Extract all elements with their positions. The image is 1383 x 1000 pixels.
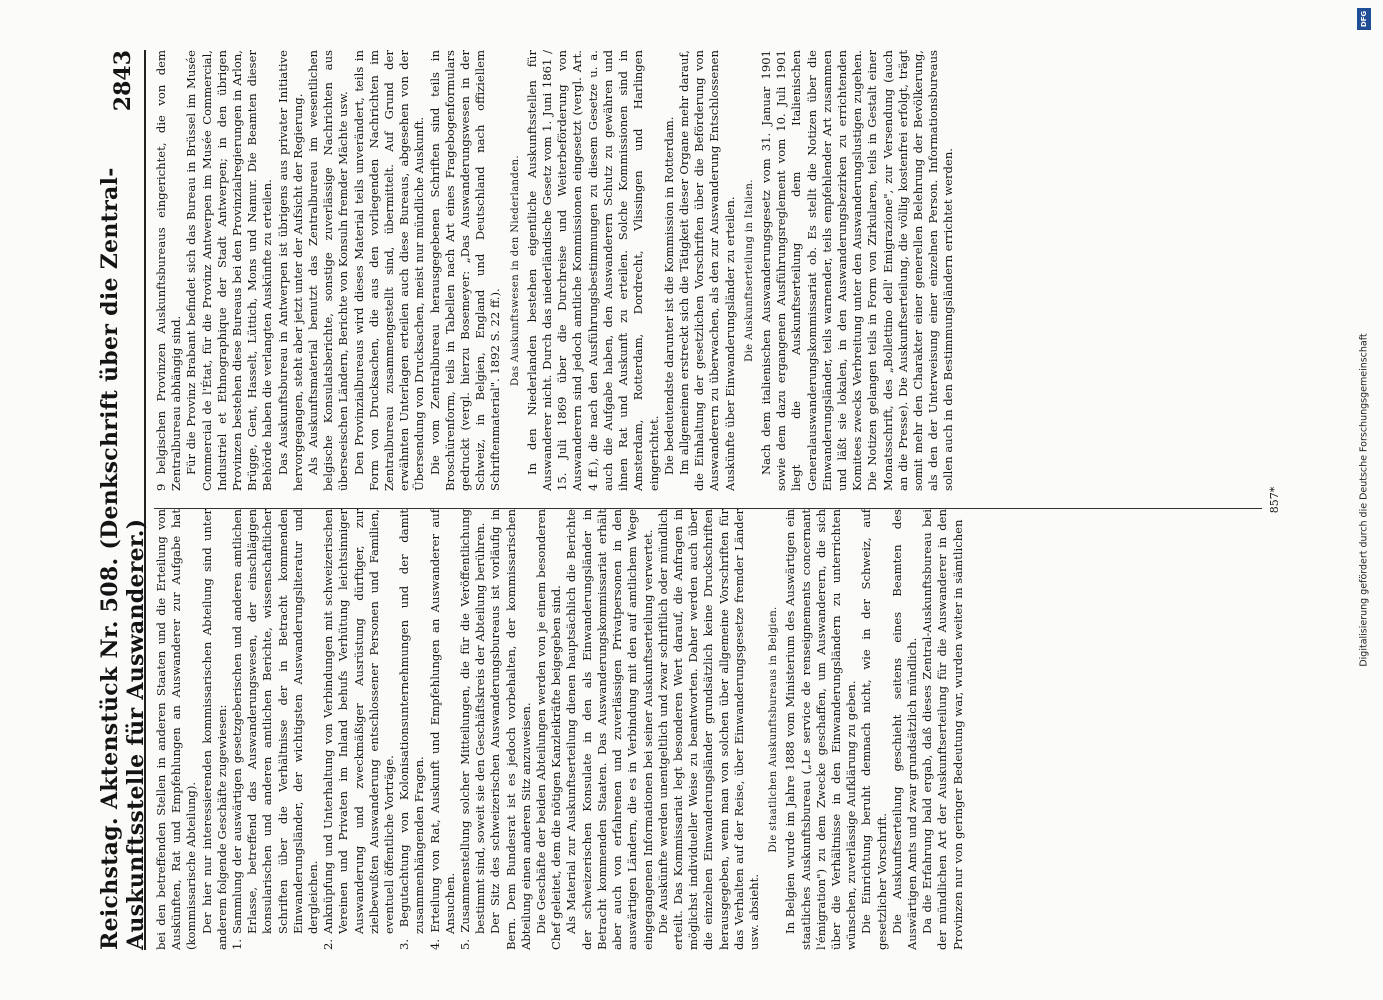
section-heading: Das Auskunftswesen in den Niederlanden. [509,155,521,386]
page-number: 2843 [110,50,136,112]
paragraph: Die bedeutendste darunter ist die Kommission in Rotterdam. [661,116,676,475]
page-marker: 857* [1268,486,1281,514]
dfg-logo-text: DFG [1360,10,1368,28]
page-header [97,50,149,950]
paragraph: Den Provinzialbureaus wird dieses Material teils unverändert, teils in Form von Drucksachen, die aus den vorliegenden Nachrichten im Zentralbureau zusammengestellt sind, übermittelt. Auf Grund der erwähnten Unterlagen erteilen auch diese Bureaus, abgesehen von der Übersendung von Drucksachen, meist nur mündliche Auskunft. [351,50,427,491]
left-column [154,509,1264,950]
section-heading: Die staatlichen Auskunftsbureaus in Belgien. [768,606,780,853]
paragraph: Die vom Zentralbureau herausgegebenen Schriften sind teils in Broschürenform, teils in Tabellen nach Art eines Fragebogenformulars gedruckt (vergl. hierzu Bosemeyer: „Das Auswanderungswesen in der Schweiz, in Belgien, England und Deutschland nach offiziellem Schriftenmaterial". 1892 S. 22 ff.). [427,50,503,491]
paragraph: Da die Erfahrung bald ergab, daß dieses Zentral-Auskunftsbureau bei der mündlichen Art der Auskunftserteilung für die Auswanderer in den Provinzen nur von geringer Bedeutung war, wurden weiter in sämtlichen [920,509,965,950]
paragraph: Die Auskunftserteilung geschieht seitens eines Beamten des Auswärtigen Amts und zwar grundsätzlich mündlich. [889,509,919,950]
paragraph: bei den betreffenden Stellen in anderen Staaten und die Erteilung von Auskünften, Rat und Empfehlungen an Auswanderer zur Aufgabe hat (kommissarische Abteilung). [154,509,199,950]
paragraph: Im allgemeinen erstreckt sich die Tätigkeit dieser Organe mehr darauf, die Einhaltung der gesetzlichen Vorschriften über die Beförderung von Auswanderern zu überwachen, als den zur Auswanderung Entschlossenen Auskünfte über Einwanderungsländer zu erteilen. [676,50,737,491]
paragraph: 9 belgischen Provinzen Auskunftsbureaus eingerichtet, die von dem Zentralbureau abhängig sind. [154,50,184,491]
paragraph: Als Material zur Auskunftserteilung dienen hauptsächlich die Berichte der schweizerischen Konsulate in den als Einwanderungsländer in Betracht kommenden Staaten. Das Auswanderungskommissariat erhält aber auch von erfahrenen und zuverlässigen Privatpersonen in den auswärtigen Ländern, die es in Verbindung mit den auf amtlichem Wege eingegangenen Informationen bei seiner Auskunftserteilung verwertet. [564,509,655,950]
list-item: 3. Begutachtung von Kolonisationsunternehmungen und der damit zusammenhängenden Fragen. [397,509,427,950]
paragraph: Die Geschäfte der beiden Abteilungen werden von je einem besonderen Chef geleitet, dem die nötigen Kanzleikräfte beigegeben sind. [534,509,564,950]
section-heading: Die Auskunftserteilung in Italien. [743,179,755,362]
list-item: 5. Zusammenstellung solcher Mitteilungen, die für die Veröffentlichung bestimmt sind, soweit sie den Geschäftskreis der Abteilung berühren. [458,509,488,950]
paragraph: Die Einrichtung beruht demnach nicht, wie in der Schweiz, auf gesetzlicher Vorschrift. [859,509,889,950]
digitization-note [1353,6,1375,994]
paragraph: Der hier nur interessierenden kommissarischen Abteilung sind unter anderem folgende Geschäfte zugewiesen: [199,509,229,950]
column-divider [154,508,1262,509]
document-page [97,50,1282,950]
text-columns [154,50,1264,950]
list-item: 2. Anknüpfung und Unterhaltung von Verbindungen mit schweizerischen Vereinen und Privaten im Inland behufs Verhütung leichtsinniger Auswanderung und zweckmäßiger Ausrüstung dürftiger, zur zielbewußten Auswanderung entschlossener Personen und Familien, eventuell öffentliche Vorträge. [321,509,397,950]
paragraph: Das Auskunftsbureau in Antwerpen ist übrigens aus privater Initiative hervorgegangen, steht aber jetzt unter der Aufsicht der Regierung. [275,50,305,491]
list-item: 1. Sammlung der auswärtigen gesetzgeberischen und anderen amtlichen Erlasse, betreffend das Auswanderungswesen, der einschlägigen konsularischen und anderen amtlichen Berichte, wissenschaftlicher Schriften über die Verhältnisse der in Betracht kommenden Einwanderungsländer, der wichtigsten Auswanderungsliteratur und dergleichen. [230,509,321,950]
paragraph: Für die Provinz Brabant befindet sich das Bureau in Brüssel im Musée Commercial de l'État, für die Provinz Antwerpen im Musée Commercial, Industriel et Ethnographique der Stadt Antwerpen; in den übrigen Provinzen bestehen diese Bureaus bei den Provinzialregierungen in Arlon, Brügge, Gent, Hasselt, Lüttich, Mons und Namur. Die Beamten dieser Behörde haben die verlangten Auskünfte zu erteilen. [184,50,275,491]
digitization-note-text: Digitalisierung gefördert durch die Deutsche Forschungsgemeinschaft [1358,333,1370,667]
page-title: Reichstag. Aktenstück Nr. 508. (Denkschrift über die Zentral-Auskunftsstelle für Auswanderer.) [97,167,149,950]
paragraph: Der Sitz des schweizerischen Auswanderungsbureaus ist vorläufig in Bern. Dem Bundesrat ist es jedoch vorbehalten, der kommissarischen Abteilung einen anderen Sitz anzuweisen. [488,509,533,950]
paragraph: In den Niederlanden bestehen eigentliche Auskunftsstellen für Auswanderer nicht. Durch das niederländische Gesetz vom 1. Juni 1861 / 15. Juli 1869 über die Durchreise und Weiterbeförderung von Auswanderern sind jedoch amtliche Kommissionen eingesetzt (vergl. Art. 4 ff.), die nach den Ausführungsbestimmungen zu diesem Gesetze u. a. auch die Aufgabe haben, den Auswanderern Schutz zu gewähren und ihnen Rat und Auskunft zu erteilen. Solche Kommissionen sind in Amsterdam, Rotterdam, Dordrecht, Vlissingen und Harlingen eingerichtet. [524,50,661,491]
list-item: 4. Erteilung von Rat, Auskunft und Empfehlungen an Auswanderer auf Ansuchen. [427,509,457,950]
right-column [154,50,1264,491]
paragraph: Als Auskunftsmaterial benutzt das Zentralbureau im wesentlichen belgische Konsulatsberichte, sonstige zuverlässige Nachrichten aus überseeischen Ländern, Berichte von Konsuln fremder Mächte usw. [306,50,351,491]
paragraph: Die Auskünfte werden unentgeltlich und zwar schriftlich oder mündlich erteilt. Das Kommissariat legt besonderen Wert darauf, die Anfragen in möglichst individueller Weise zu beantworten. Daher werden auch über die einzelnen Einwanderungsländer grundsätzlich keine Druckschriften herausgegeben, wenn man von solchen über allgemeine Vorschriften für das Verhalten auf der Reise, über Einwanderungsgesetze fremder Länder usw. absieht. [655,509,761,950]
paragraph: In Belgien wurde im Jahre 1888 vom Ministerium des Auswärtigen ein staatliches Auskunftsbureau („Le service de renseignements concernant l'émigration") zu dem Zwecke geschaffen, um Auswanderern, die sich über die Verhältnisse in den Einwanderungsländern zu unterrichten wünschen, zuverlässige Aufklärung zu geben. [783,509,859,950]
paragraph: Nach dem italienischen Auswanderungsgesetz vom 31. Januar 1901 sowie dem dazu ergangenen Ausführungsreglement vom 10. Juli 1901 liegt die Auskunftserteilung dem Italienischen Generalauswanderungskommissariat ob. Es stellt die Notizen über die Einwanderungsländer, teils warnender, teils empfehlender Art zusammen und läßt sie lokalen, in den Auswanderungsbezirken zu errichtenden Komitees zwecks Verbreitung unter den Auswanderungslustigen zugehen. Die Notizen gelangen teils in Form von Zirkularen, teils in Gestalt einer Monatsschrift, des „Bollettino dell' Emigrazione", zur Versendung (auch an die Presse). Die Auskunftserteilung, die völlig kostenfrei erfolgt, trägt somit mehr den Charakter einer generellen Belehrung der Bevölkerung, als den der Unterweisung einer einzelnen Person. Informationsbureaus sollen auch in den Bestimmungsländern errichtet werden. [758,50,956,491]
dfg-logo [1357,8,1371,30]
